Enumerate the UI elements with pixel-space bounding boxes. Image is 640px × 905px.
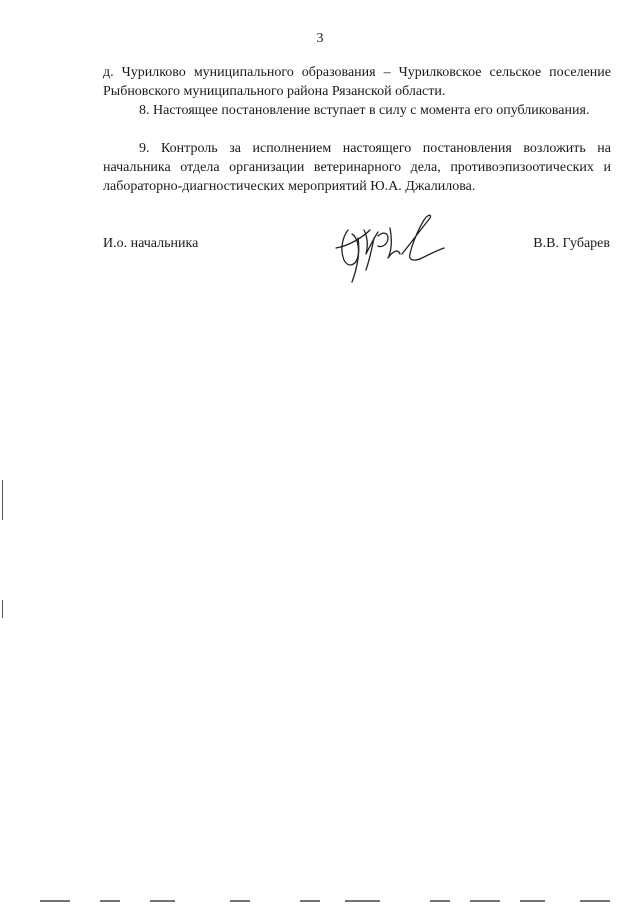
page-number: 3 — [316, 31, 324, 46]
paragraph-clause-9: 9. Контроль за исполнением настоящего постановления возложить на начальника отдела организации ветеринарного дела, противоэпизоотических и лабораторно-диагностических мероприятий Ю.А. Джалилова. — [103, 141, 611, 194]
paragraph-clause-8: 8. Настоящее постановление вступает в силу с момента его опубликования. — [139, 103, 590, 118]
paragraph-location: д. Чурилково муниципального образования – Чурилковское сельское поселение Рыбновского муниципального района Рязанской области. — [103, 65, 611, 99]
scan-footer-artifact — [0, 899, 640, 903]
scan-margin-mark — [2, 480, 3, 520]
scan-margin-mark — [2, 600, 3, 618]
signatory-position: И.о. начальника — [103, 236, 199, 251]
signatory-name: В.В. Губарев — [533, 236, 610, 251]
handwritten-signature — [318, 208, 448, 288]
